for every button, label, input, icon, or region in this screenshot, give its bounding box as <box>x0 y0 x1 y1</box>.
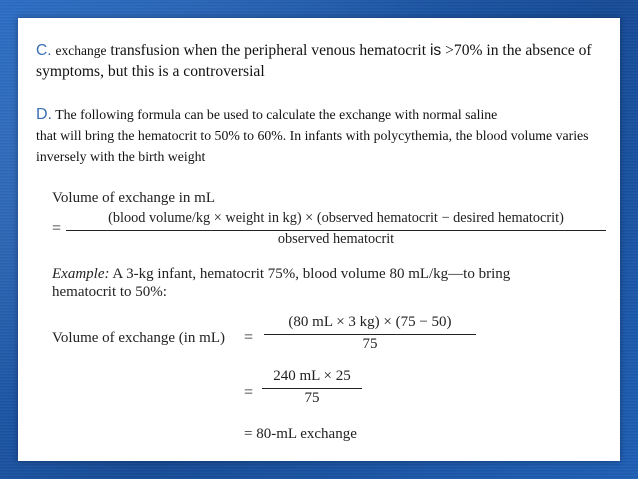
example-denominator-2: 75 <box>304 390 320 406</box>
formula-numerator: (blood volume/kg × weight in kg) × (observed hematocrit − desired hematocrit) <box>108 210 564 226</box>
word-is: is <box>429 42 442 59</box>
paragraph-c-text-b: >70% in the absence of symptoms, but this is a controversial <box>36 42 592 80</box>
example-numerator-2: 240 mL × 25 <box>273 368 351 384</box>
formula-equals: = <box>52 220 62 237</box>
example-fraction-bar-2 <box>262 388 362 389</box>
example-fraction-bar-1 <box>264 334 476 335</box>
example-label: Example: <box>52 266 110 282</box>
formula-figure <box>52 190 612 450</box>
example-line1 <box>52 266 510 283</box>
example-numerator-1: (80 mL × 3 kg) × (75 − 50) <box>288 314 452 330</box>
paragraph-c-text-a: transfusion when the peripheral venous hematocrit <box>106 42 430 59</box>
example-equals-2: = <box>244 384 254 401</box>
example-lhs: Volume of exchange (in mL) <box>52 330 226 346</box>
word-exchange: exchange <box>55 43 107 58</box>
paragraph-c <box>36 40 608 82</box>
paragraph-d-rest: that will bring the hematocrit to 50% to 60%. In infants with polycythemia, the blood volume varies inversely with the birth weight <box>36 128 589 164</box>
formula-heading: Volume of exchange in mL <box>52 190 216 206</box>
item-letter-c: C. <box>36 42 52 59</box>
slide-card <box>18 18 620 461</box>
example-result: = 80-mL exchange <box>244 426 357 442</box>
example-text: A 3-kg infant, hematocrit 75%, blood volume 80 mL/kg—to bring <box>109 266 511 282</box>
example-denominator-1: 75 <box>362 336 378 352</box>
paragraph-d <box>36 104 608 167</box>
formula-denominator: observed hematocrit <box>277 231 395 247</box>
item-letter-d: D. <box>36 106 52 123</box>
paragraph-d-line1: The following formula can be used to calculate the exchange with normal saline <box>52 107 498 122</box>
example-line2: hematocrit to 50%: <box>52 284 167 300</box>
example-equals-1: = <box>244 329 254 346</box>
